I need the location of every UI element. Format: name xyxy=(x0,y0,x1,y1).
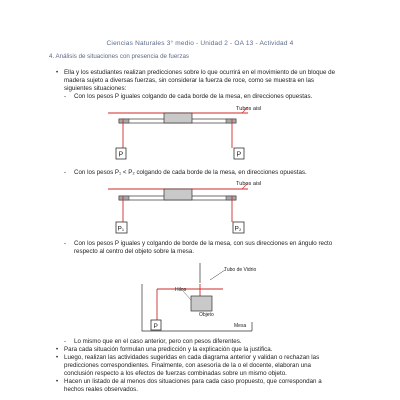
tube-label-pointer xyxy=(210,270,225,280)
diagram-equal-weights xyxy=(108,107,248,159)
wood-block xyxy=(164,113,192,123)
intro-line-1: Ella y los estudiantes realizan predicciones sobre lo que ocurrirá en el movimiento de un bloque de xyxy=(64,69,336,76)
diagram-right-angle xyxy=(142,263,256,331)
tube-left xyxy=(119,119,129,123)
case3-line-1: Con los pesos P iguales y colgando de borde de la mesa, con sus direcciones en ángulo recto xyxy=(74,240,333,247)
bullet-glyph: - xyxy=(64,241,66,247)
weight-right-label: P xyxy=(236,151,242,159)
weight-left-label: P xyxy=(118,151,124,159)
tube-left xyxy=(119,196,129,200)
label-objeto: Objeto xyxy=(199,312,214,318)
weight-p-label: P xyxy=(153,323,158,330)
intro-line-2: madera sujeto a diversas fuerzas, sin considerar la fuerza de roce, como se muestra en las xyxy=(64,77,315,84)
bullet-glyph: • xyxy=(56,70,59,76)
bullet-glyph: • xyxy=(56,347,59,353)
bullet-glyph: • xyxy=(56,355,59,361)
diagram-unequal-weights xyxy=(108,183,248,233)
tube-label-pointer xyxy=(242,107,248,113)
bullet-line-5: Hacen un listado de al menos dos situaciones para cada caso propuesto, que correspondan a xyxy=(64,378,322,385)
intro-line-3: siguientes situaciones: xyxy=(64,85,127,92)
bullet-glyph: - xyxy=(64,339,66,345)
page-title: Ciencias Naturales 3° medio - Unidad 2 - OA 13 - Actividad 4 xyxy=(106,40,294,47)
bullet-line-2: Luego, realizan las actividades sugeridas en cada diagrama anterior y validan o rechazan las xyxy=(64,354,320,361)
case1-tube-label: Tubos aisl xyxy=(236,106,262,112)
weight-right-label: P₂ xyxy=(234,225,242,233)
case4-text: Lo mismo que en el caso anterior, pero con pesos diferentes. xyxy=(74,338,242,345)
label-hilos: Hilos xyxy=(175,287,187,293)
label-glass-tube: Tubo de Vidrio xyxy=(224,267,257,273)
tube-label-pointer xyxy=(242,183,248,189)
bullet-line-3: predicciones correspondientes. Finalmente, con asesoría de la o el docente, elaboran una xyxy=(64,362,311,369)
tube-right xyxy=(226,119,236,123)
bullet-line-6: hechos reales observados. xyxy=(64,386,138,393)
bullet-glyph: - xyxy=(64,94,66,100)
case1-text: Con los pesos P iguales colgando de cada borde de la mesa, en direcciones opuestas. xyxy=(74,93,313,100)
section-heading: 4. Análisis de situaciones con presencia de fuerzas xyxy=(49,53,189,60)
bullet-glyph: • xyxy=(56,379,59,385)
tube-right xyxy=(226,196,236,200)
bullet-line-1: Para cada situación formulan una predicción y la explicación que la justifica. xyxy=(64,346,273,353)
bullet-line-4: conclusión respecto a los efectos de fuerzas combinadas sobre un mismo objeto. xyxy=(64,370,287,377)
weight-left-label: P₁ xyxy=(117,225,125,233)
wood-block xyxy=(164,189,192,200)
case3-line-2: respecto al centro del objeto sobre la mesa. xyxy=(74,248,195,255)
object-block xyxy=(191,296,212,311)
case2-text: Con los pesos P₁ < P₂ colgando de cada borde de la mesa, en direcciones opuestas. xyxy=(74,169,307,176)
bullet-glyph: - xyxy=(64,170,66,176)
case2-tube-label: Tubos aisl xyxy=(236,181,262,187)
label-mesa: Mesa xyxy=(234,323,247,329)
